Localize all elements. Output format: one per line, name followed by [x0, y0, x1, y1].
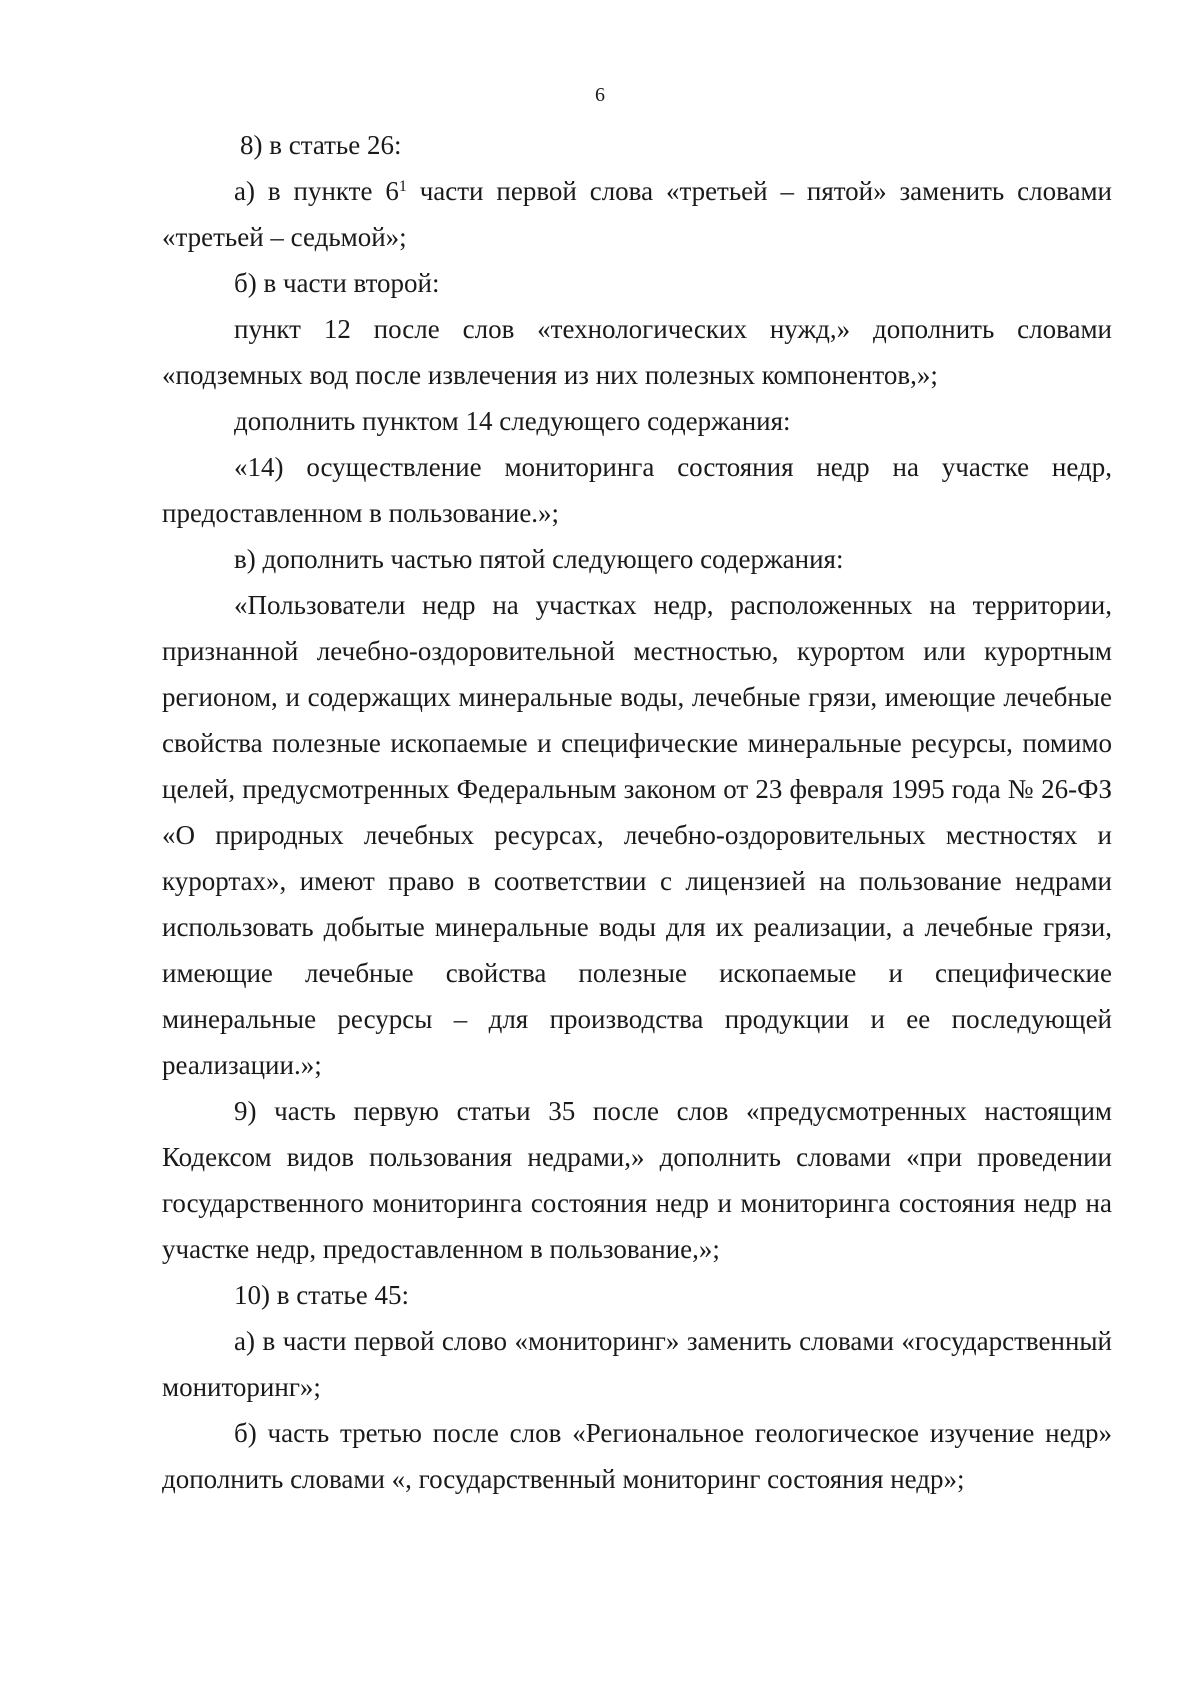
paragraph-item-8a: [162, 168, 1112, 260]
paragraph-item-9: 9) часть первую статьи 35 после слов «предусмотренных настоящим Кодексом видов пользования недрами,» дополнить словами «при проведении государственного мониторинга состояния недр и мониторинга состояния недр на участке недр, предоставленном в пользование,»;: [162, 1096, 1112, 1264]
paragraph-add-point-14: дополнить пунктом 14 следующего содержания:: [234, 406, 791, 436]
paragraph-item-8b: б) в части второй:: [234, 268, 440, 298]
paragraph-point-14-text: «14) осуществление мониторинга состояния недр на участке недр, предоставленном в пользование.»;: [162, 452, 1112, 528]
paragraph-part-five-text: «Пользователи недр на участках недр, расположенных на территории, признанной лечебно-оздоровительной местностью, курортом или курортным регионом, и содержащих минеральные воды, лечебные грязи, имеющие лечебные свойства полезные ископаемые и специфические минеральные ресурсы, помимо целей, предусмотренных Федеральным законом от 23 февраля 1995 года № 26-ФЗ «О природных лечебных ресурсах, лечебно-оздоровительных местностях и курортах», имеют право в соответствии с лицензией на пользование недрами использовать добытые минеральные воды для их реализации, а лечебные грязи, имеющие лечебные свойства полезные ископаемые и специфические минеральные ресурсы – для производства продукции и ее последующей реализации.»;: [162, 590, 1112, 1080]
paragraph-item-8v: в) дополнить частью пятой следующего содержания:: [234, 544, 844, 574]
document-body: [162, 122, 1112, 1502]
page-number: 6: [595, 84, 605, 106]
paragraph-text-before-superscript: а) в пункте 6: [234, 176, 399, 206]
superscript-index: 1: [398, 178, 407, 195]
paragraph-item-10: 10) в статье 45:: [234, 1280, 409, 1310]
paragraph-text-after-superscript: части первой слова «третьей – пятой» заменить словами «третьей – седьмой»;: [162, 176, 1112, 252]
paragraph-item-10a: а) в части первой слово «мониторинг» заменить словами «государственный мониторинг»;: [162, 1326, 1112, 1402]
paragraph-item-10b: б) часть третью после слов «Региональное геологическое изучение недр» дополнить словами «, государственный мониторинг состояния недр»;: [162, 1418, 1112, 1494]
paragraph-point-12: пункт 12 после слов «технологических нужд,» дополнить словами «подземных вод после извлечения из них полезных компонентов,»;: [162, 314, 1112, 390]
paragraph-item-8: 8) в статье 26:: [240, 130, 402, 160]
